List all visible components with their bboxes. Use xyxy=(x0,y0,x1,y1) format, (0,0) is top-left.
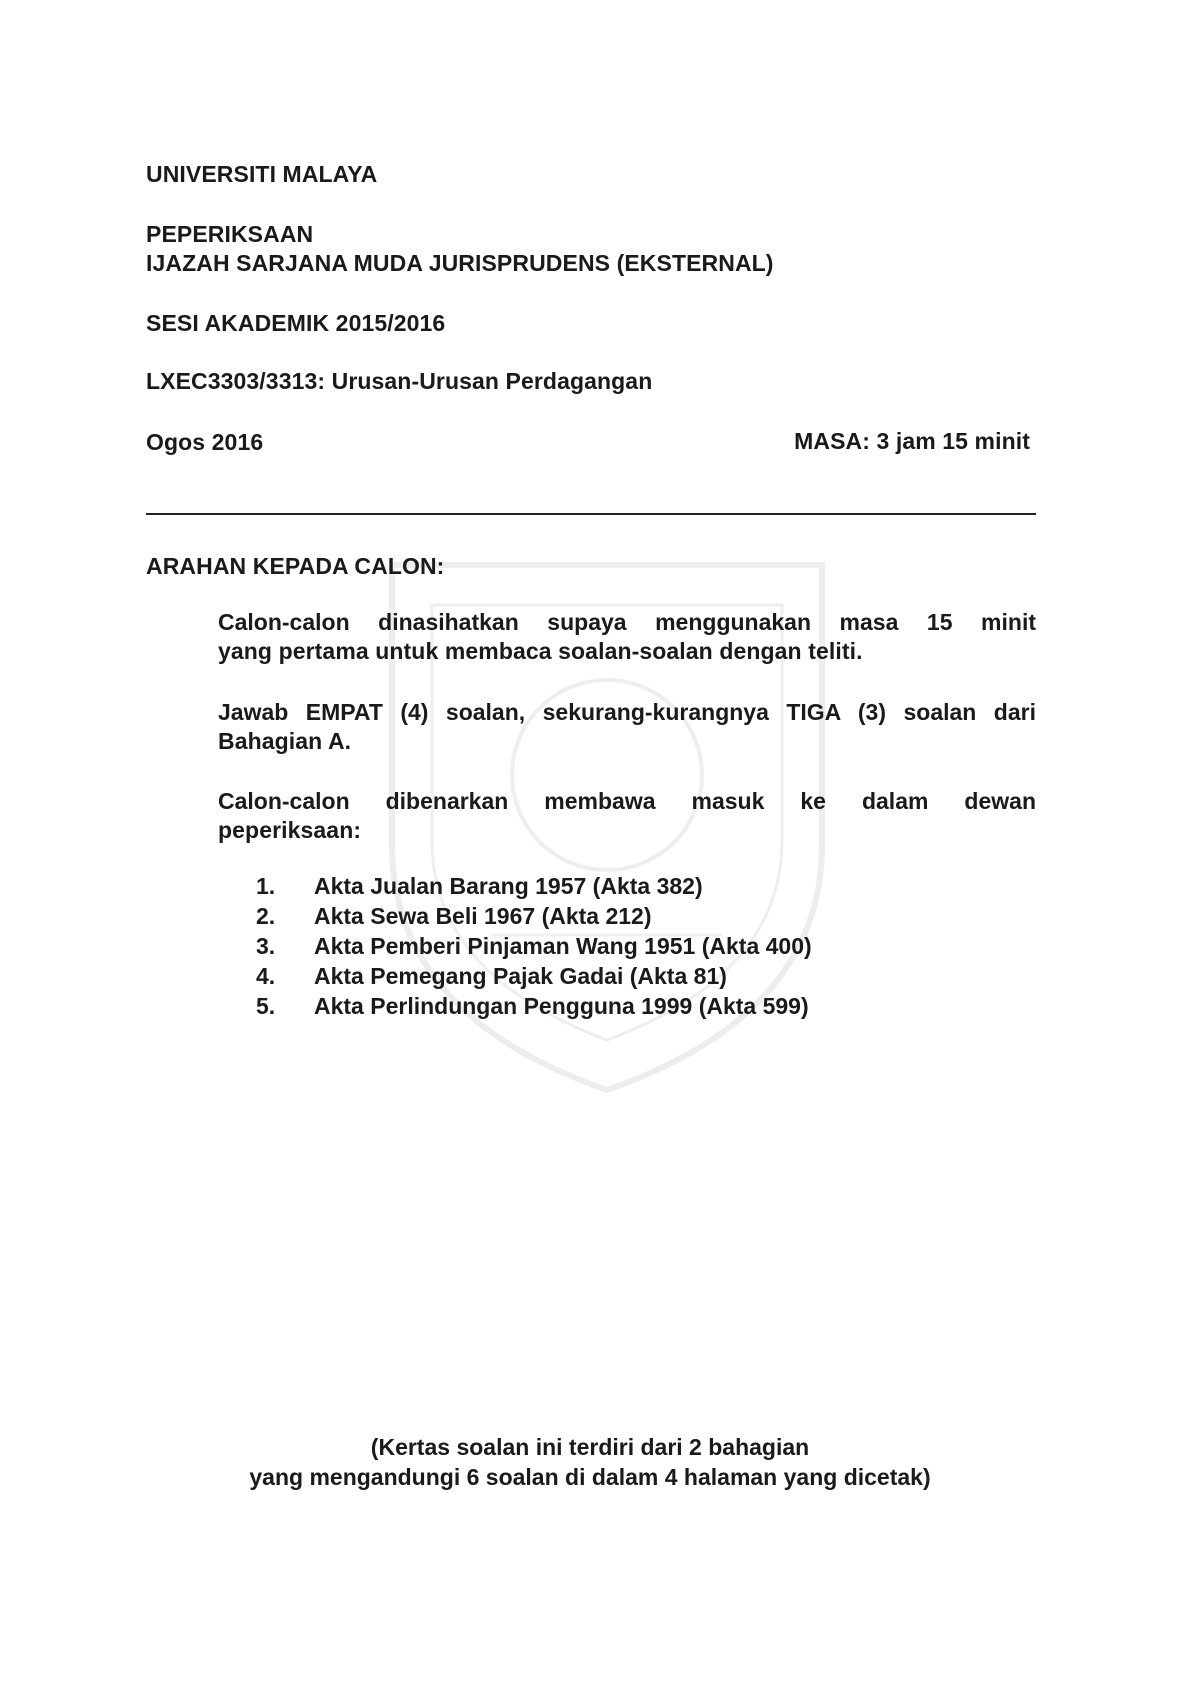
exam-label: PEPERIKSAAN xyxy=(146,221,314,247)
footer-note-line2: yang mengandungi 6 soalan di dalam 4 halaman yang dicetak) xyxy=(249,1464,931,1490)
list-item-text: Akta Perlindungan Pengguna 1999 (Akta 599) xyxy=(314,993,809,1019)
list-item xyxy=(256,901,812,931)
list-item-text: Akta Jualan Barang 1957 (Akta 382) xyxy=(314,873,703,899)
degree-title: IJAZAH SARJANA MUDA JURISPRUDENS (EKSTERNAL) xyxy=(146,250,774,276)
list-item-number: 1. xyxy=(256,873,276,899)
instruction-para1-line2: yang pertama untuk membaca soalan-soalan dengan teliti. xyxy=(218,638,863,664)
list-item xyxy=(256,961,812,991)
list-item xyxy=(256,871,812,901)
instruction-para1-line1: Calon-calon dinasihatkan supaya menggunakan masa 15 minit xyxy=(218,609,1036,635)
instruction-para2-line2: Bahagian A. xyxy=(218,728,352,754)
university-name: UNIVERSITI MALAYA xyxy=(146,161,378,187)
footer-note-line1: (Kertas soalan ini terdiri dari 2 bahagian xyxy=(370,1434,810,1460)
course-title: LXEC3303/3313: Urusan-Urusan Perdagangan xyxy=(146,368,653,394)
exam-date: Ogos 2016 xyxy=(146,429,264,455)
list-item xyxy=(256,931,812,961)
instructions-heading: ARAHAN KEPADA CALON: xyxy=(146,553,445,579)
instruction-para3-line1: Calon-calon dibenarkan membawa masuk ke dalam dewan xyxy=(218,788,1036,814)
list-item-number: 5. xyxy=(256,993,276,1019)
instruction-para3-line2: peperiksaan: xyxy=(218,817,362,843)
permitted-acts-list xyxy=(256,871,812,1021)
list-item xyxy=(256,991,812,1021)
divider xyxy=(146,513,1036,515)
instruction-para2-line1: Jawab EMPAT (4) soalan, sekurang-kurangnya TIGA (3) soalan dari xyxy=(218,699,1036,725)
list-item-number: 4. xyxy=(256,963,276,989)
exam-duration: MASA: 3 jam 15 minit xyxy=(794,428,1030,454)
academic-session: SESI AKADEMIK 2015/2016 xyxy=(146,310,446,336)
list-item-text: Akta Sewa Beli 1967 (Akta 212) xyxy=(314,903,652,929)
list-item-number: 3. xyxy=(256,933,276,959)
list-item-text: Akta Pemberi Pinjaman Wang 1951 (Akta 400) xyxy=(314,933,812,959)
list-item-text: Akta Pemegang Pajak Gadai (Akta 81) xyxy=(314,963,727,989)
list-item-number: 2. xyxy=(256,903,276,929)
